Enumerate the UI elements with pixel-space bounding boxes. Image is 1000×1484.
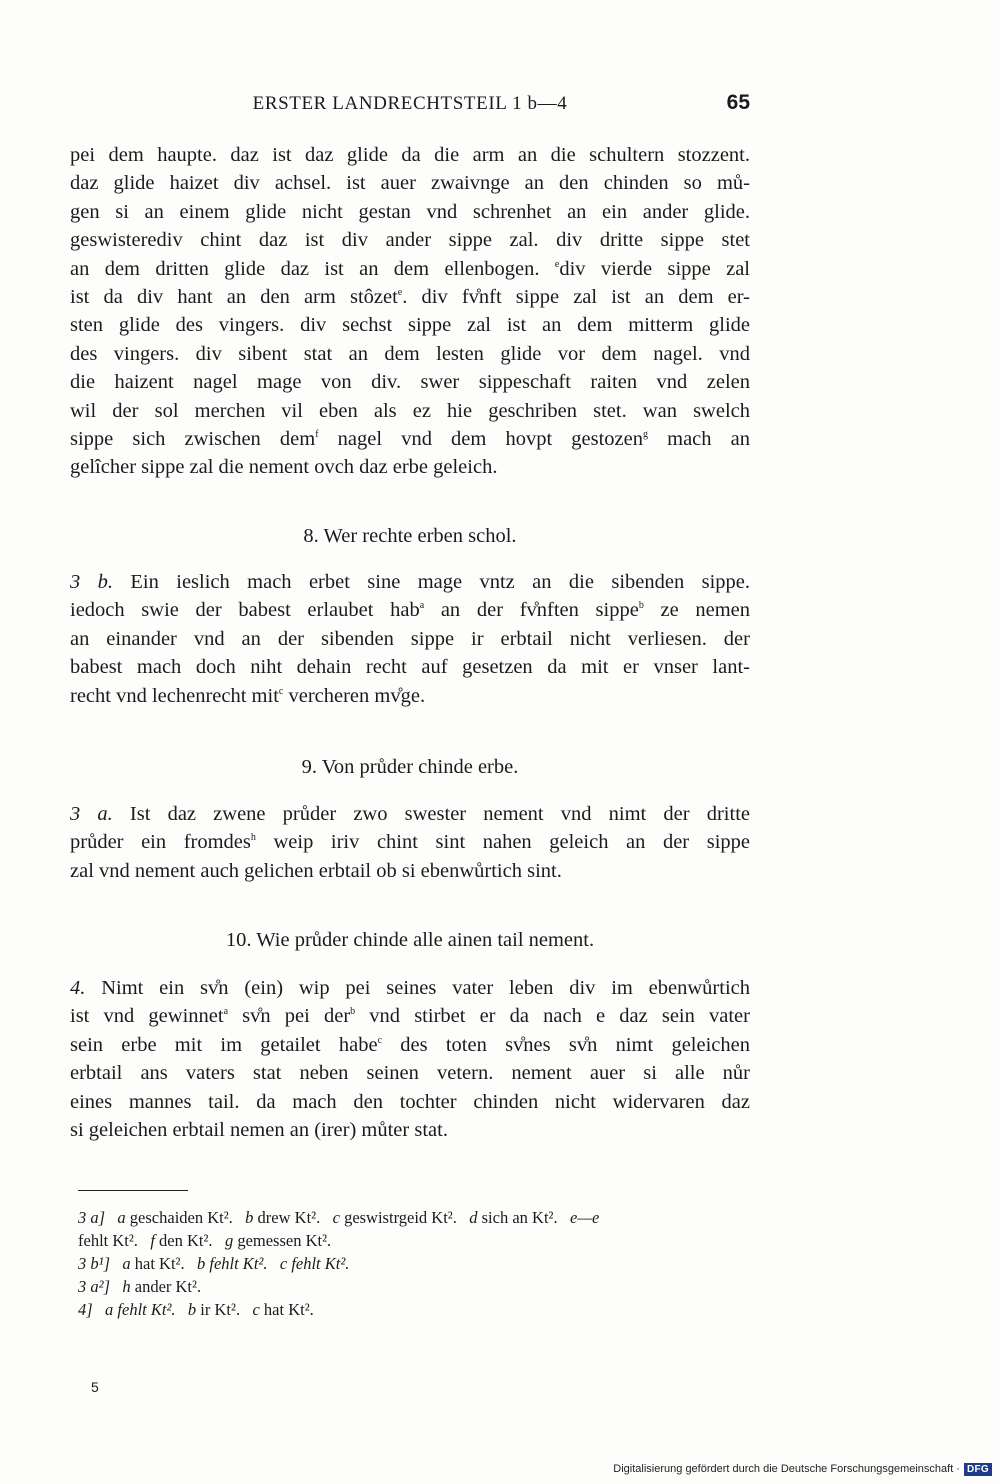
footnote-line: 3 b¹] a hat Kt². b fehlt Kt². c fehlt Kt². (78, 1254, 350, 1273)
text-line: 3 a. Ist daz zwene průder zwo swester nement vnd nimt der dritte (70, 803, 750, 825)
text-line: an einander vnd an der sibenden sippe ir erbtail nicht verliesen. der (70, 627, 750, 650)
text-line: 3 b. Ein ieslich mach erbet sine mage vntz an die sibenden sippe. (70, 571, 750, 593)
running-head (70, 93, 750, 123)
text-line: si geleichen erbtail nemen an (irer) můter stat. (70, 1119, 448, 1142)
text-line: geswisterediv chint daz ist div ander sippe zal. div dritte sippe stet (70, 229, 750, 252)
text-line: sten glide des vingers. div sechst sippe zal ist an dem mitterm glide (70, 314, 750, 337)
text-line: gelîcher sippe zal die nement ovch daz erbe geleich. (70, 456, 498, 479)
footnotes (78, 1206, 768, 1321)
section-heading: 8. Wer rechte erben schol. (303, 525, 517, 547)
footnote-rule (78, 1190, 188, 1191)
text-line: des vingers. div sibent stat an dem lesten glide vor dem nagel. vnd (70, 342, 750, 365)
text-line: gen si an einem glide nicht gestan vnd schrenhet an ein ander glide. (70, 200, 750, 223)
footnote-marker: e (554, 258, 560, 270)
footnote-marker: c (377, 1034, 383, 1046)
text-line: die haizent nagel mage von div. swer sippeschaft raiten vnd zelen (70, 371, 750, 394)
text-line: eines mannes tail. da mach den tochter chinden nicht widervaren daz (70, 1090, 750, 1113)
article-number: 4. (70, 977, 86, 999)
article-number: 3 a. (70, 803, 113, 825)
text-line: sippe sich zwischen dem$^f$ nagel vnd dem hovpt gestozen$^g$ mach an (70, 428, 750, 451)
footnote-line: 4] a fehlt Kt². b ir Kt². c hat Kt². (78, 1300, 314, 1319)
text-line: pei dem haupte. daz ist daz glide da die arm an die schultern stozzent. (70, 144, 750, 166)
page-number: 65 (726, 91, 750, 114)
footnote-marker: a (223, 1006, 229, 1018)
text-line: ist da div hant an den arm stôzet$^e$. div fv̊nft sippe zal ist an dem er- (70, 286, 750, 309)
text-line: recht vnd lechenrecht mit$^c$ vercheren mv̊ge. (70, 684, 426, 707)
signature-mark: 5 (91, 1379, 99, 1395)
footnote-marker: a (419, 600, 425, 612)
text-line: zal vnd nement auch gelichen erbtail ob si ebenwůrtich sint. (70, 859, 562, 882)
section-heading: 10. Wie průder chinde alle ainen tail nement. (225, 929, 595, 951)
footnote-marker: b (350, 1006, 356, 1018)
text-line: sein erbe mit im getailet habe$^c$ des toten sv̊nes sv̊n nimt geleichen (70, 1033, 750, 1056)
digitization-text: Digitalisierung gefördert durch die Deutsche Forschungsgemeinschaft · (613, 1463, 960, 1475)
text-line: 4. Nimt ein sv̊n (ein) wip pei seines vater leben div im ebenwůrtich (70, 977, 750, 999)
dfg-logo: DFG (964, 1463, 992, 1476)
running-title: ERSTER LANDRECHTSTEIL 1 b—4 (252, 93, 568, 114)
footnote-marker: f (315, 429, 319, 441)
article-number: 3 b. (70, 571, 114, 593)
text-line: babest mach doch niht dehain recht auf gesetzen da mit er vnser lant- (70, 656, 750, 679)
text-line: wil der sol merchen vil eben als ez hie geschriben stet. wan swelch (70, 399, 750, 422)
paragraph-section-10 (70, 974, 750, 1144)
footnote-line: 3 a] a geschaiden Kt². b drew Kt². c geswistrgeid Kt². d sich an Kt². e—e (78, 1208, 600, 1227)
footnote-marker: c (278, 685, 284, 697)
text-line: iedoch swie der babest erlaubet hab$^a$ an der fv̊nften sippe$^b$ ze nemen (70, 599, 750, 622)
text-line: ist vnd gewinnet$^a$ sv̊n pei der$^b$ vnd stirbet er da nach e daz sein vater (70, 1005, 750, 1028)
text-line: daz glide haizet div achsel. ist auer zwaivnge an den chinden so mů- (70, 172, 750, 195)
text-line: průder ein fromdes$^h$ weip iriv chint sint nahen geleich an der sippe (70, 831, 750, 854)
footnote-marker: g (643, 429, 649, 441)
footnote-marker: e (397, 287, 403, 299)
footnote-marker: h (250, 832, 256, 844)
text-line: an dem dritten glide daz ist an dem ellenbogen. $^e$div vierde sippe zal (70, 257, 750, 280)
paragraph-section-8 (70, 568, 750, 710)
section-heading: 9. Von průder chinde erbe. (301, 756, 519, 778)
digitization-credit (613, 1460, 992, 1478)
footnote-marker: b (638, 600, 644, 612)
footnote-line: fehlt Kt². f den Kt². g gemessen Kt². (78, 1231, 332, 1250)
footnote-line: 3 a²] h ander Kt². (78, 1277, 202, 1296)
text-line: erbtail ans vaters stat neben seinen vetern. nement auer si alle nůr (70, 1062, 750, 1085)
paragraph-section-9 (70, 800, 750, 885)
paragraph-continued (70, 141, 750, 482)
